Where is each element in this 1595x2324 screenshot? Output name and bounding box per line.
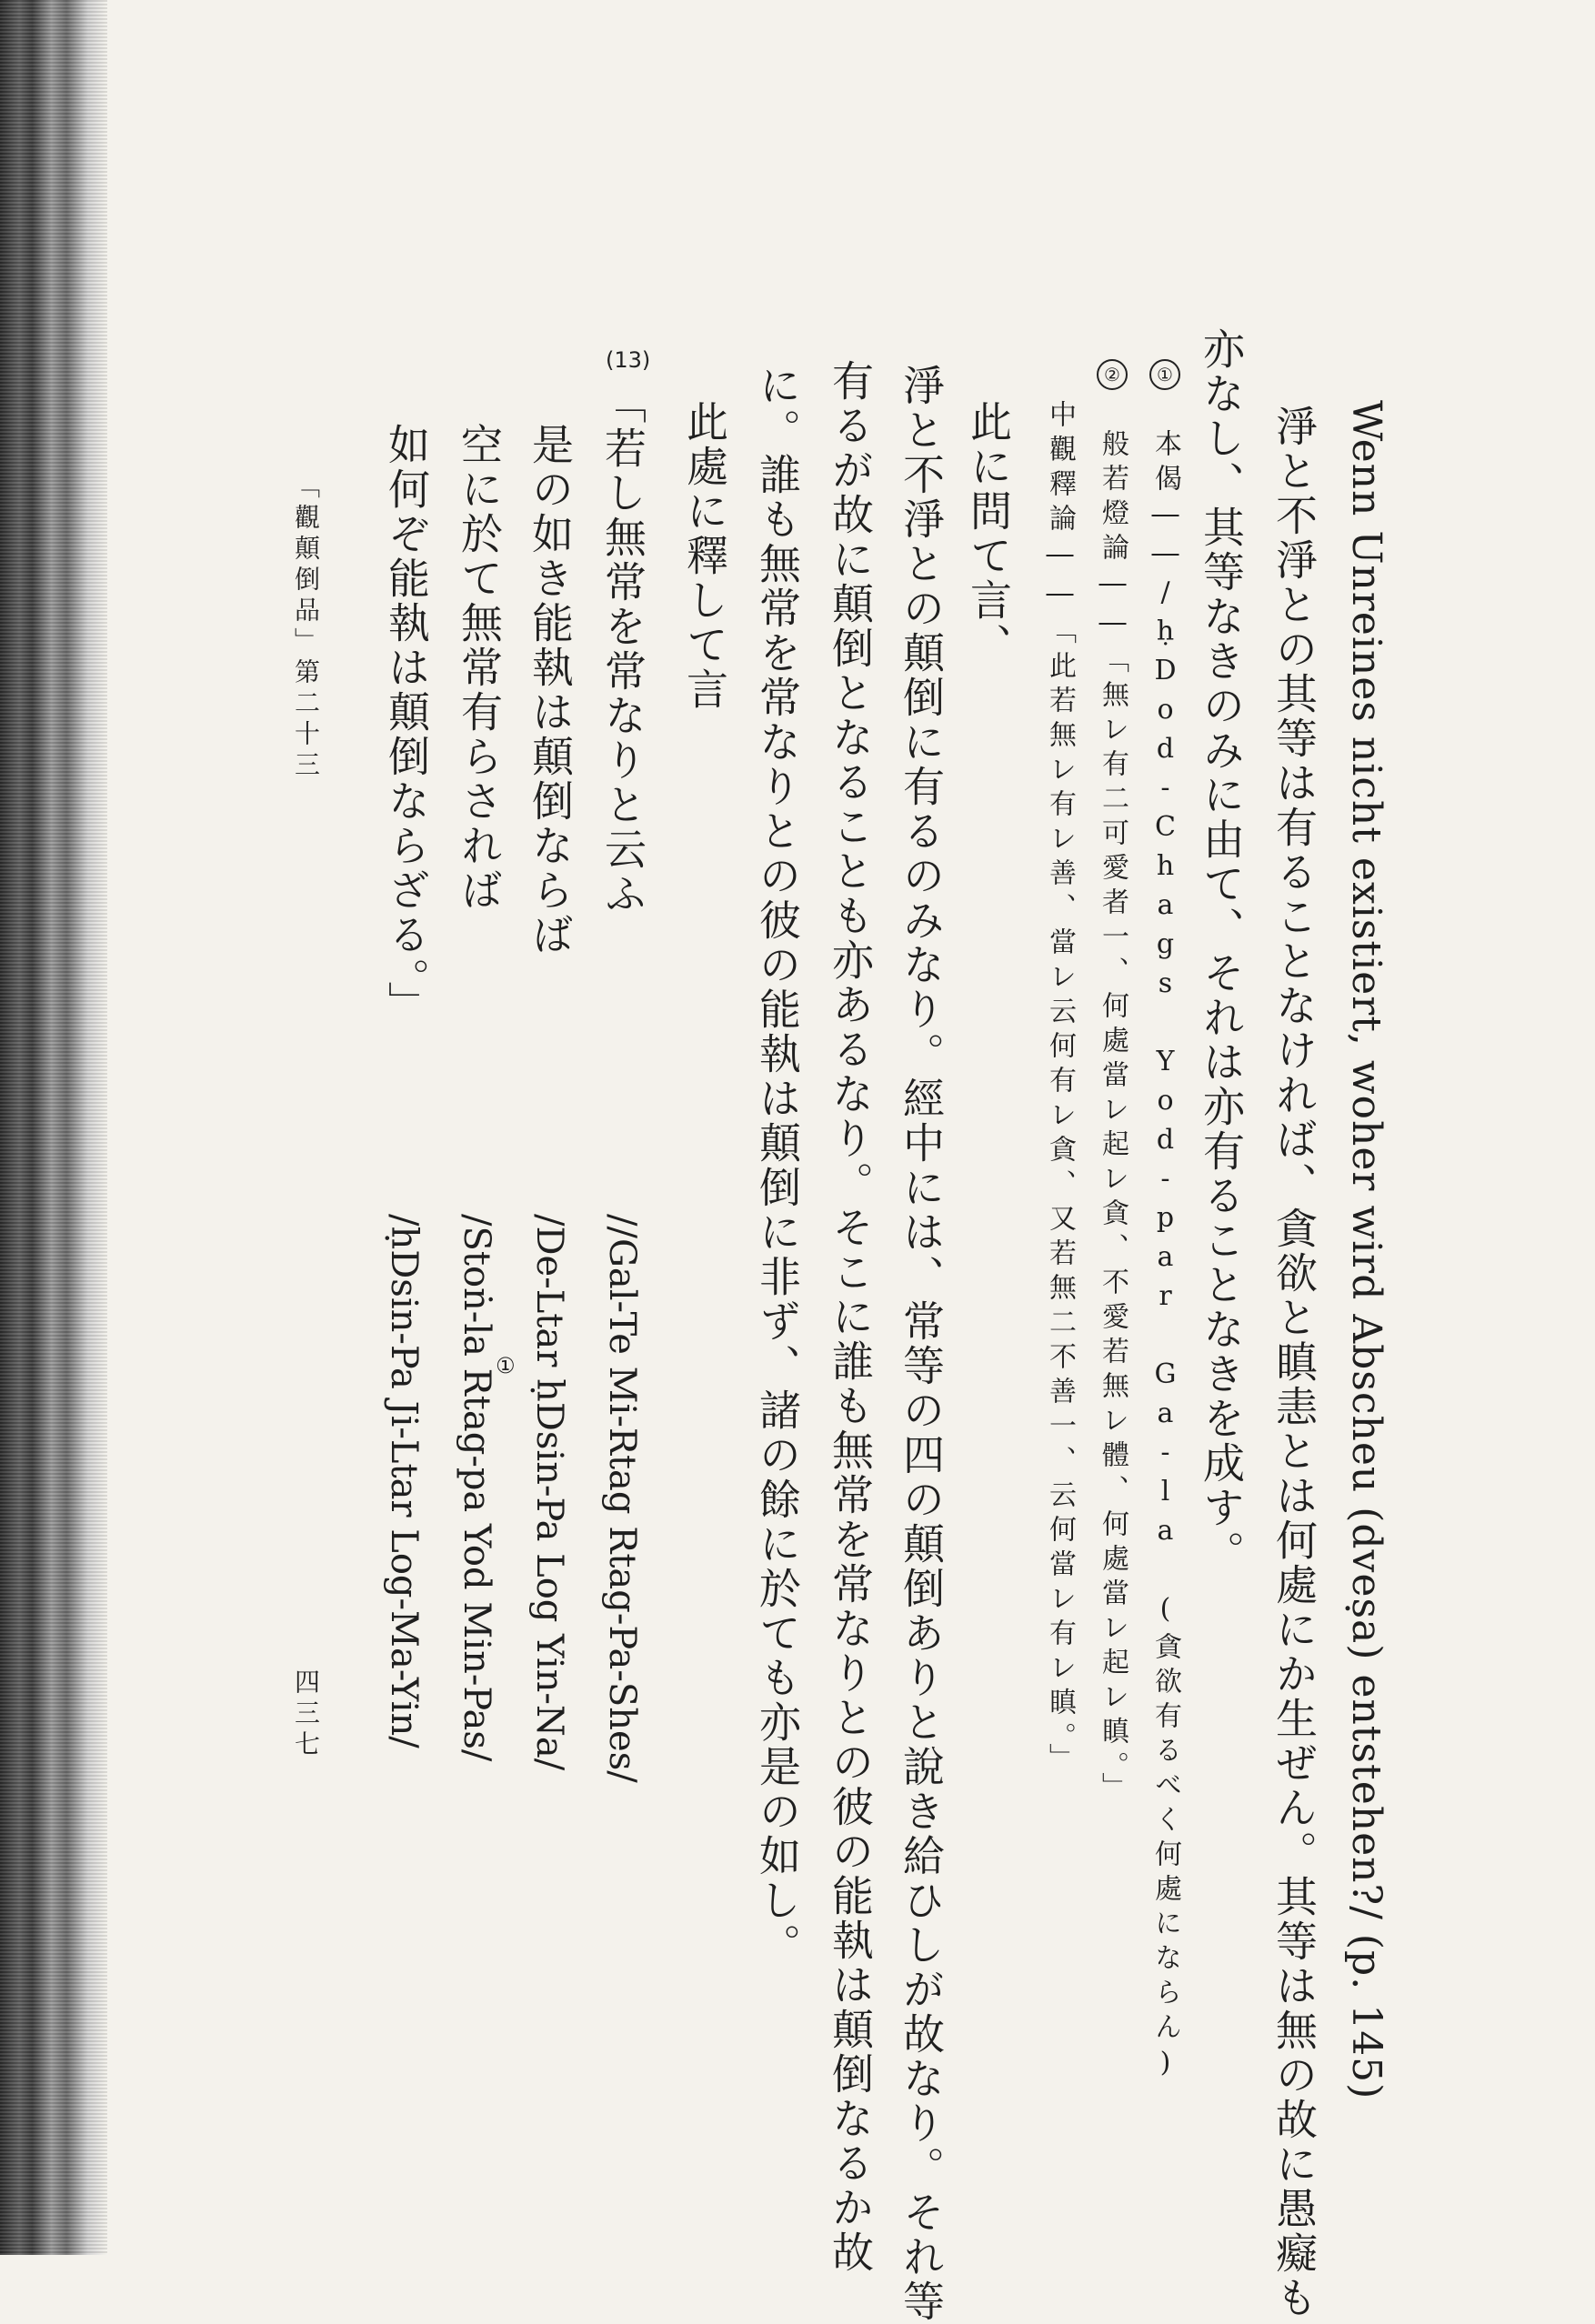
paragraph-1-line-2: 亦なし、其等なきのみに由て、それは亦有ることなきを成す。 <box>1197 327 1246 1575</box>
footer-chapter: 「觀顛倒品」第二十三 <box>291 473 321 782</box>
note-1-text: 本偈――/ḥDod-Chags Yod-par Ga-la (貪欲有るべく何處にならん) <box>1149 429 1181 2086</box>
german-heading: Wenn Unreines nicht existiert, woher wird Abscheu (dveṣa) entstehen?/ (p. 145) <box>1343 400 1389 2100</box>
tibetan-line-1: //Gal-Te Mi-Rtag Rtag-Pa-Shes/ <box>601 1214 643 1783</box>
question-label: 此に問て言、 <box>964 400 1013 667</box>
paragraph-1-line-1: 淨と不淨との其等は有ることなければ、貪欲と瞋恚とは何處にか生ぜん。其等は無の故に愚癡も <box>1269 405 1319 2320</box>
verse-line-4: 如何ぞ能執は顛倒ならざる。」 <box>382 423 431 1026</box>
tibetan-line-2: /De-Ltar ḥDsin-Pa Log Yin-Na/ <box>528 1214 570 1771</box>
verse-line-3: 空に於て無常有らされば <box>455 423 504 913</box>
tibetan-line-3: /Stoṅ-la Rtag-pa Yod Min-Pas/ <box>456 1214 497 1762</box>
verse-number: (13) <box>606 347 651 373</box>
verse-line-2: 是の如き能執は顛倒ならば <box>526 423 575 957</box>
paragraph-2-line-1: 淨と不淨との顛倒に有るのみなり。經中には、常等の四の顛倒ありと說き給ひしが故なり。それ等 <box>897 364 946 2324</box>
paragraph-2-line-3: に。誰も無常を常なりとの彼の能執は顛倒に非ず、諸の餘に於ても亦是の如し。 <box>753 364 802 1968</box>
verse-line-1: 「若し無常を常なりと云ふ <box>598 382 647 917</box>
page-number: 四三七 <box>291 1668 321 1761</box>
note-3: 中觀釋論――「此若無レ有レ善、當レ云何有レ貪、又若無二不善一、云何當レ有レ瞋。」 <box>1044 400 1076 1778</box>
note-1-marker: ① <box>1149 359 1180 390</box>
note-2-text: 般若燈論――「無レ有二可愛者一、何處當レ起レ貪、不愛若無レ體、何處當レ起レ瞋。」 <box>1097 429 1129 1807</box>
binding-edge <box>0 0 107 2255</box>
note-2 <box>1097 359 1128 1807</box>
tibetan-line-4: /ḥDsin-Pa Ji-Ltar Log-Ma-Yin/ <box>383 1214 425 1748</box>
paragraph-2-line-2: 有るが故に顛倒となることも亦あるなり。そこに誰も無常を常なりとの彼の能執は顛倒なるか故 <box>826 359 875 2275</box>
answer-label: 此處に釋して言 <box>680 400 729 712</box>
tibetan-note-marker: ① <box>496 1353 516 1378</box>
note-2-marker: ② <box>1097 359 1128 390</box>
note-1 <box>1149 359 1180 2086</box>
